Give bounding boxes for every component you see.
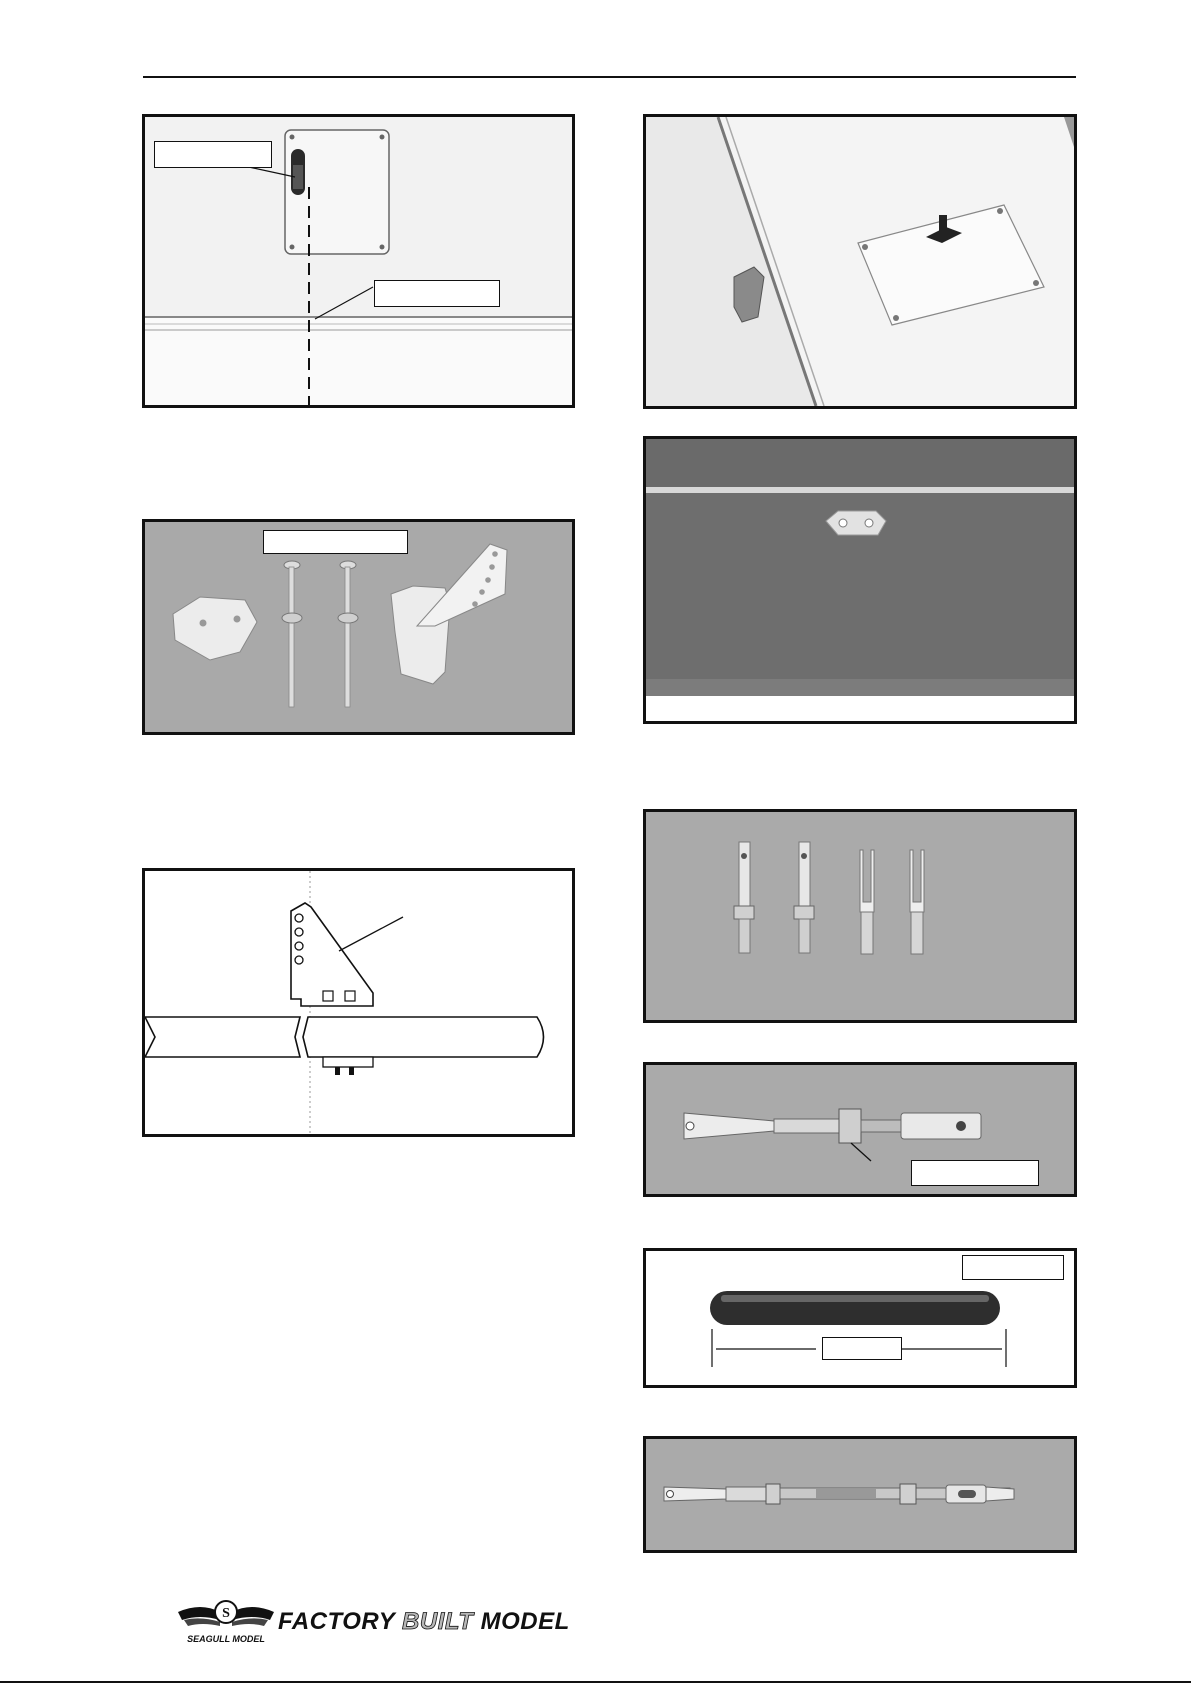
brand-title	[278, 1608, 570, 1636]
photo-servo-hatch-alignment	[142, 114, 575, 408]
photo-control-horn-parts	[142, 519, 575, 735]
seagull-model-logo	[176, 1590, 276, 1648]
callout-box-parts	[263, 530, 408, 554]
photo-hatch-installed	[643, 114, 1077, 409]
callout-box-dashed-line	[374, 280, 500, 307]
callout-box-nut	[911, 1160, 1039, 1186]
brand-text-part3: MODEL	[473, 1608, 570, 1635]
logo-letter: S	[222, 1606, 230, 1621]
photo-complete-pushrod	[643, 1436, 1077, 1553]
logo-caption: SEAGULL MODEL	[187, 1634, 265, 1644]
photo-clevis-assembled	[643, 1062, 1077, 1197]
callout-box-slot	[154, 141, 272, 168]
photo-backplate-on-wing	[643, 436, 1077, 724]
brand-text-part1: FACTORY	[278, 1608, 403, 1635]
brand-text-part2: BUILT	[402, 1608, 474, 1635]
header-rule	[143, 76, 1076, 78]
photo-pushrod-tube	[643, 1248, 1077, 1388]
callout-box-length	[822, 1337, 902, 1360]
callout-box-tube	[962, 1255, 1064, 1280]
diagram-horn-alignment-drawing	[142, 868, 575, 1137]
photo-clevis-parts	[643, 809, 1077, 1023]
footer-rule	[0, 1681, 1191, 1683]
